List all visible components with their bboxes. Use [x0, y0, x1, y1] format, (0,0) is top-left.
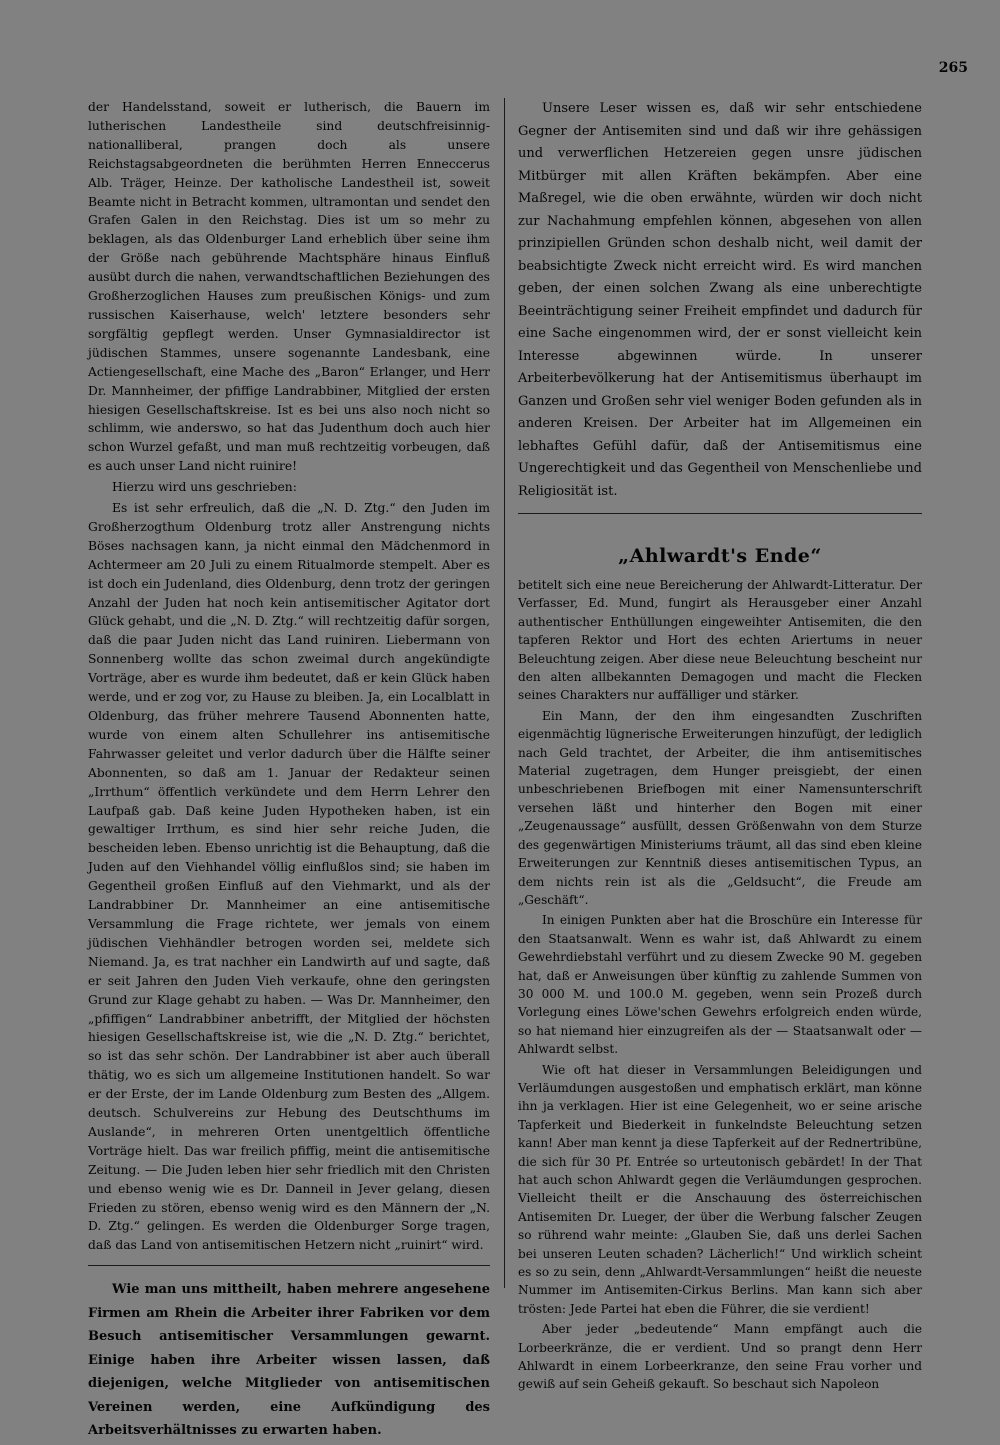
- column-divider: [504, 98, 505, 1288]
- right-paragraph-intro: Unsere Leser wissen es, daß wir sehr entschiedene Gegner der Antisemiten sind und daß wir ihre gehässigen und verwerflichen Hetzereien gegen unsre jüdischen Mitbürger mit allen Kräften bekämpfen. Aber eine Maßregel, wie die oben erwähnte, würden wir doch nicht zur Nachahmung empfehlen können, abgesehen von allen prinzipiellen Gründen schon deshalb nicht, weil damit der beabsichtigte Zweck nicht erreicht wird. Es wird manchen geben, der einen solchen Zwang als eine unberechtigte Beeinträchtigung seiner Freiheit empfindet und dadurch für eine Sache eingenommen wird, der er sonst vielleicht kein Interesse abgewinnen würde. In unserer Arbeiterbevölkerung hat der Antisemitismus überhaupt im Ganzen und Großen sehr viel weniger Boden gefunden als in anderen Kreisen. Der Arbeiter hat im Allgemeinen ein lebhaftes Gefühl dafür, daß der Antisemitismus eine Ungerechtigkeit und das Gegentheil von Menschenliebe und Religiosität ist.: [518, 101, 922, 499]
- left-paragraph-report: Es ist sehr erfreulich, daß die „N. D. Ztg.“ den Juden im Großherzogthum Oldenburg trotz aller Anstrengung nichts Böses nachsagen kann, ja nicht einmal den Mädchenmord in Achtermeer am 20 Juli zu einem Ritualmorde stempelt. Aber es ist doch ein Judenland, dies Oldenburg, denn trotz der geringen Anzahl der Juden hat noch kein antisemitischer Agitator dort Glück gehabt, und die „N. D. Ztg.“ will rechtzeitig dafür sorgen, daß die paar Juden nicht das Land ruiniren. Liebermann von Sonnenberg wollte das schon zweimal durch angekündigte Vorträge, aber es wurde ihm bedeutet, daß er kein Glück haben werde, und er zog vor, zu Hause zu bleiben. Ja, ein Localblatt in Oldenburg, das früher mehrere Tausend Abonnenten hatte, wurde von einem alten Schullehrer ins antisemitische Fahrwasser geleitet und verlor dadurch über die Hälfte seiner Abonnenten, so daß am 1. Januar der Redakteur seinen „Irrthum“ öffentlich verkündete und dem Herrn Lehrer den Laufpaß gab. Daß keine Juden Hypotheken haben, ist ein gewaltiger Irrthum, es sind hier sehr reiche Juden, die bescheiden leben. Ebenso unrichtig ist die Behauptung, daß die Juden auf den Viehhandel völlig einflußlos sind; sie haben im Gegentheil großen Einfluß auf den Viehmarkt, und als der Landrabbiner Dr. Mannheimer an eine antisemitische Versammlung die Frage richtete, wer jemals von einem jüdischen Viehhändler betrogen worden sei, meldete sich Niemand. Ja, es trat nachher ein Landwirth auf und sagte, daß er seit Jahren den Juden Vieh verkaufe, ohne den geringsten Grund zur Klage gehabt zu haben. — Was Dr. Mannheimer, den „pfiffigen“ Landrabbiner anbetrifft, der Mitglied der höchsten hiesigen Gesellschaftskreise ist, wie die „N. D. Ztg.“ berichtet, so ist das sehr schön. Der Landrabbiner ist aber auch überall thätig, wo es sich um allgemeine Institutionen handelt. So war er der Erste, der im Lande Oldenburg zum Besten des „Allgem. deutsch. Schulvereins zur Hebung des Deutschthums im Auslande“, in mehreren Orten unentgeltlich öffentliche Vorträge hielt. Das war freilich pfiffig, meint die antisemitische Zeitung. — Die Juden leben hier sehr friedlich mit den Christen und ebenso wenig wie es Dr. Danneil in Jever gelang, diesen Frieden zu stören, ebenso wenig wird es den Männern der „N. D. Ztg.“ gelingen. Es werden die Oldenburger Sorge tragen, daß das Land von antisemitischen Hetzern nicht „ruinirt“ wird.: [88, 501, 490, 1253]
- page-number: 265: [938, 60, 968, 76]
- right-column: [518, 98, 922, 1396]
- article-paragraph: Wie oft hat dieser in Versammlungen Beleidigungen und Verläumdungen ausgestoßen und emphatisch erklärt, man könne ihn ja verklagen. Hier ist eine Gelegenheit, wo er seine arische Tapferkeit und Biederkeit in funkelndste Beleuchtung setzen kann! Aber man kennt ja diese Tapferkeit auf der Rednertribüne, die sich für 30 Pf. Entrée so urteutonisch gebärdet! In der That hat auch schon Ahlwardt gegen die Verläumdungen gesprochen. Vielleicht theilt er die Anschauung des österreichischen Antisemiten Dr. Lueger, der über die Werbung falscher Zeugen so rührend wahr meinte: „Glauben Sie, daß uns derlei Sachen bei unseren Leuten schaden? Lächerlich!“ Und wirklich scheint es so zu sein, denn „Ahlwardt-Versammlungen“ heißt die neueste Nummer im Antisemiten-Cirkus Berlins. Man kann sich aber trösten: Jede Partei hat eben die Führer, die sie verdient!: [518, 1062, 922, 1316]
- article-heading: „Ahlwardt's Ende“: [618, 545, 822, 567]
- left-column: [88, 98, 490, 1445]
- article-paragraph: betitelt sich eine neue Bereicherung der Ahlwardt-Litteratur. Der Verfasser, Ed. Mund, fungirt als Herausgeber einer Anzahl authentischer Enthüllungen eingeweihter Antisemiten, die den tapferen Rektor und Hort des echten Ariertums in neuer Beleuchtung zeigen. Aber diese neue Beleuchtung bescheint nur den alten allbekannten Demagogen und macht die Flecken seines Charakters nur auffälliger und stärker.: [518, 578, 922, 703]
- section-divider: [518, 513, 922, 514]
- section-divider: [88, 1265, 490, 1266]
- article-paragraph: In einigen Punkten aber hat die Broschüre ein Interesse für den Staatsanwalt. Wenn es wahr ist, daß Ahlwardt zu einem Gewehrdiebstahl verführt und zu diesem Zwecke 90 M. gegeben hat, daß er Anweisungen über künftig zu zahlende Summen von 30 000 M. und 100.0 M. gegeben, wenn sein Prozeß durch Vorlegung eines Löwe'schen Gewehrs erfolgreich enden würde, so hat niemand hier einzugreifen als der — Staatsanwalt oder — Ahlwardt selbst.: [518, 913, 922, 1057]
- article-paragraph: Aber jeder „bedeutende“ Mann empfängt auch die Lorbeerkränze, die er verdient. Und so prangt denn Herr Ahlwardt in einem Lorbeerkranze, den seine Frau vorher und gewiß auf sein Geheiß gekauft. So beschaut sich Napoleon: [518, 1322, 922, 1392]
- article-paragraph: Ein Mann, der den ihm eingesandten Zuschriften eigenmächtig lügnerische Erweiterungen hinzufügt, der lediglich nach Geld trachtet, der Arbeiter, die ihm antisemitisches Material zugetragen, dem Hunger preisgiebt, der einen unbeschriebenen Briefbogen mit einer Namensunterschrift versehen läßt und hinterher den Bogen mit einer „Zeugenaussage“ ausfüllt, dessen Größenwahn von dem Sturze des gegenwärtigen Ministeriums träumt, all das sind eben kleine Erweiterungen zur Kenntniß dieses antisemitischen Typus, an dem nichts rein ist als die „Geldsucht“, die Freude am „Geschäft“.: [518, 708, 922, 907]
- left-paragraph-rhein: Wie man uns mittheilt, haben mehrere angesehene Firmen am Rhein die Arbeiter ihrer Fabriken vor dem Besuch antisemitischer Versammlungen gewarnt. Einige haben ihre Arbeiter wissen lassen, daß diejenigen, welche Mitglieder von antisemitischen Vereinen werden, eine Aufkündigung des Arbeitsverhältnisses zu erwarten haben.: [88, 1282, 490, 1439]
- left-paragraph-note: Hierzu wird uns geschrieben:: [112, 480, 297, 495]
- left-paragraph-oldenburg: der Handelsstand, soweit er lutherisch, die Bauern im lutherischen Landestheile sind deutschfreisinnig-nationalliberal, prangen doch als unsere Reichstagsabgeordneten die berühmten Herren Enneccerus Alb. Träger, Heinze. Der katholische Landestheil ist, soweit Beamte nicht in Betracht kommen, ultramontan und sendet den Grafen Galen in den Reichstag. Dies ist um so mehr zu beklagen, als das Oldenburger Land erheblich über seine ihm der Größe nach gebührende Machtsphäre hinaus Einfluß ausübt durch die nahen, verwandtschaftlichen Beziehungen des Großherzoglichen Hauses zum preußischen Königs- und zum russischen Kaiserhause, welch' letztere besonders sehr sorgfältig gepflegt werden. Unser Gymnasialdirector ist jüdischen Stammes, unsere sogenannte Landesbank, eine Actiengesellschaft, eine Mache des „Baron“ Erlanger, und Herr Dr. Mannheimer, der pfiffige Landrabbiner, Mitglied der ersten hiesigen Gesellschaftskreise. Ist es bei uns also noch nicht so schlimm, wie anderswo, so hat das Judenthum doch auch hier schon Wurzel gefaßt, und man muß rechtzeitig vorbeugen, daß es auch unser Land nicht ruinire!: [88, 100, 490, 474]
